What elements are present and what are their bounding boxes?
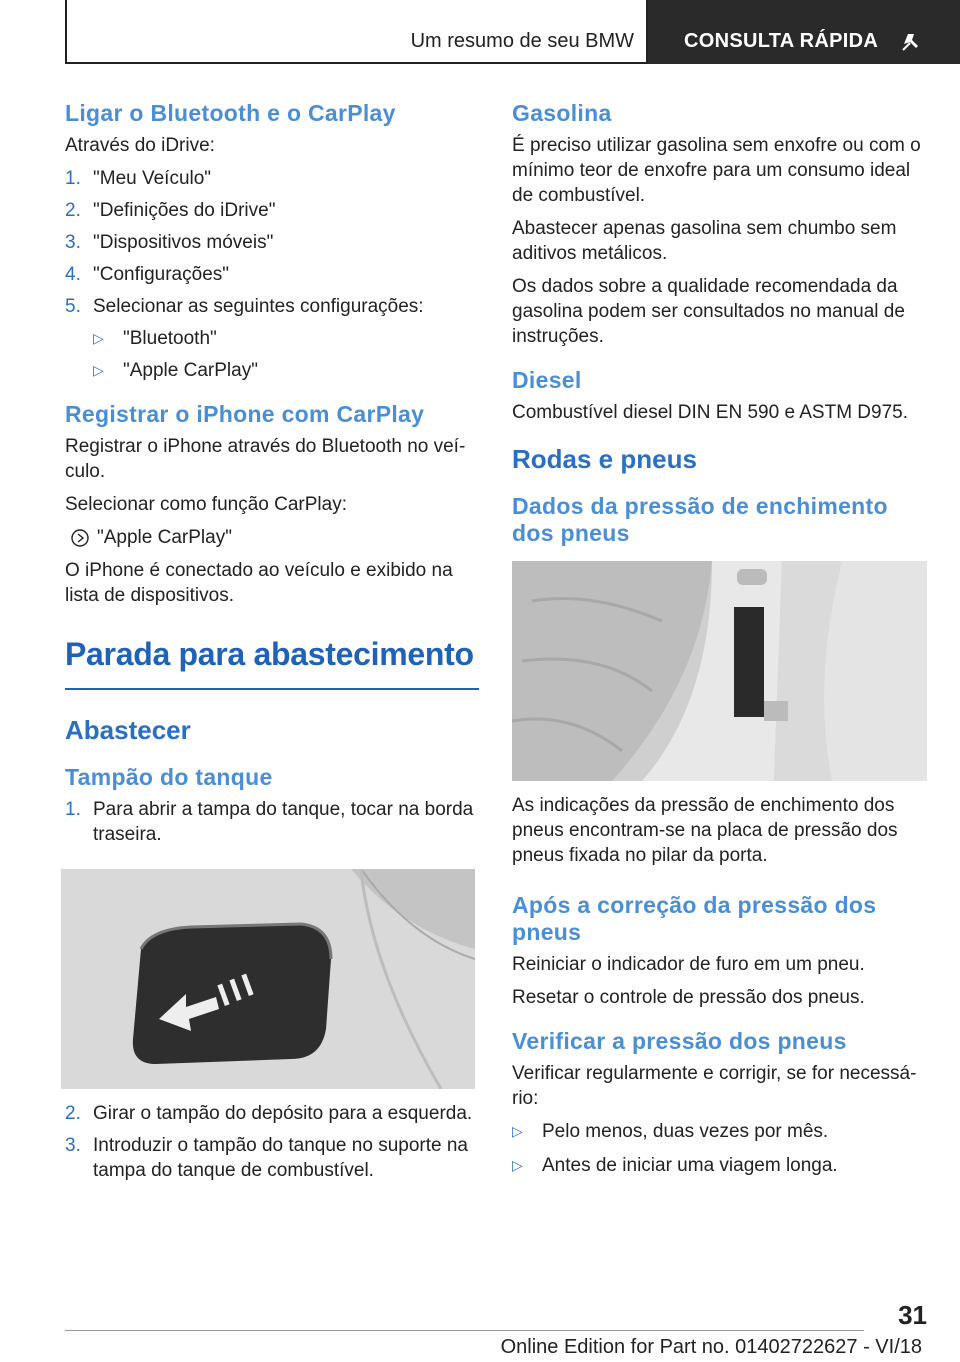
diesel-p: Combustível diesel DIN EN 590 e ASTM D975.: [512, 402, 909, 423]
carplay-item: "Apple CarPlay": [65, 525, 479, 550]
header-section-title: Um resumo de seu BMW: [410, 30, 634, 52]
check-pressure-p: Verificar regularmente e corrigir, se for necessá‐rio:: [512, 1063, 917, 1109]
list-item: ▷ "Bluetooth": [93, 328, 217, 349]
register-p1: Registrar o iPhone através do Bluetooth no veí‐culo.: [65, 436, 466, 482]
diesel-heading: Diesel: [512, 367, 582, 393]
tank-cap-steps-cont: [65, 1101, 479, 1183]
quick-reference-label: CONSULTA RÁPIDA: [684, 30, 879, 52]
wheels-heading: Rodas e pneus: [512, 444, 697, 474]
quick-reference-badge: [648, 0, 960, 64]
abastecer-heading: Abastecer: [65, 715, 191, 745]
after-correction-p1: Reiniciar o indicador de furo em um pneu.: [512, 954, 865, 975]
right-column: [512, 100, 927, 1187]
triangle-bullet-icon: ▷: [93, 362, 104, 378]
triangle-bullet-icon: ▷: [512, 1123, 523, 1139]
list-item: 1. "Meu Veículo": [65, 168, 212, 189]
check-pressure-heading: Verificar a pressão dos pneus: [512, 1028, 847, 1054]
list-item: 5. Selecionar as seguintes configurações:: [65, 296, 424, 317]
bluetooth-steps: [65, 166, 479, 319]
list-item: ▷ Antes de iniciar uma viagem longa.: [512, 1155, 838, 1176]
bluetooth-substeps: [65, 326, 479, 383]
after-correction-heading: Após a correção da pressão dos pneus: [512, 892, 877, 945]
pin-icon: [900, 30, 922, 52]
tank-cap-steps: [65, 797, 479, 847]
play-circle-icon: [71, 529, 89, 547]
bluetooth-heading: Ligar o Bluetooth e o CarPlay: [65, 100, 396, 126]
list-item: 2. "Definições do iDrive": [65, 200, 276, 221]
gasoline-heading: Gasolina: [512, 100, 612, 126]
triangle-bullet-icon: ▷: [93, 330, 104, 346]
header-section-box: [65, 0, 648, 64]
gasoline-p1: É preciso utilizar gasolina sem enxofre ou com o mínimo teor de enxofre para um consumo ideal de combustível.: [512, 135, 921, 206]
list-item: 4. "Configurações": [65, 264, 230, 285]
register-p2: Selecionar como função CarPlay:: [65, 494, 347, 515]
register-heading: Registrar o iPhone com CarPlay: [65, 401, 425, 427]
page-number: 31: [898, 1300, 927, 1330]
list-item: ▷ "Apple CarPlay": [93, 360, 258, 381]
tank-cap-heading: Tampão do tanque: [65, 764, 273, 790]
gasoline-p3: Os dados sobre a qualidade recomendada da gasolina podem ser consultados no manual de instruções.: [512, 276, 905, 347]
footer-edition: Online Edition for Part no. 01402722627 - VI/18: [500, 1336, 922, 1358]
check-pressure-list: [512, 1119, 927, 1178]
pressure-p: As indicações da pressão de enchimento dos pneus encontram-se na placa de pressão dos pneus fixada no pilar da porta.: [512, 795, 898, 866]
pressure-heading: Dados da pressão de enchimento dos pneus: [512, 493, 888, 546]
list-item: 2. Girar o tampão do depósito para a esquerda.: [65, 1103, 473, 1124]
gasoline-p2: Abastecer apenas gasolina sem chumbo sem aditivos metálicos.: [512, 218, 897, 264]
register-p3: O iPhone é conectado ao veículo e exibido na lista de dispositivos.: [65, 560, 453, 606]
list-item: 3. Introduzir o tampão do tanque no suporte na tampa do tanque de combustível.: [65, 1135, 468, 1181]
after-correction-p2: Resetar o controle de pressão dos pneus.: [512, 987, 865, 1008]
triangle-bullet-icon: ▷: [512, 1157, 523, 1173]
list-item: 3. "Dispositivos móveis": [65, 232, 274, 253]
list-item: ▷ Pelo menos, duas vezes por mês.: [512, 1121, 829, 1142]
footer-divider: [65, 1330, 864, 1331]
refuel-title: Parada para abastecimento: [65, 634, 479, 690]
left-column: [65, 100, 479, 1190]
bluetooth-intro: Através do iDrive:: [65, 135, 215, 156]
door-pillar-image: [512, 561, 927, 781]
fuel-flap-image: [61, 869, 475, 1089]
list-item: 1. Para abrir a tampa do tanque, tocar na borda traseira.: [65, 799, 474, 845]
